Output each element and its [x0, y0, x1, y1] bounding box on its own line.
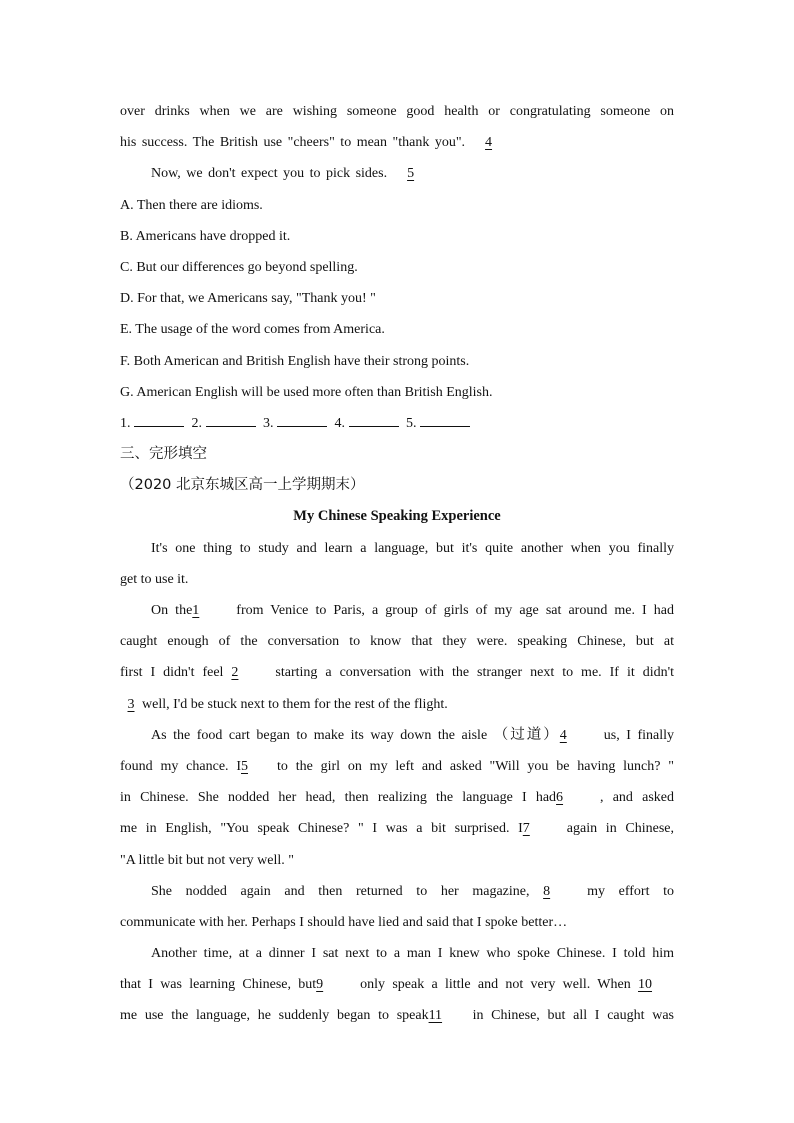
- passage-text: only speak a little and not very well. When: [360, 977, 631, 993]
- passage-text: well, I'd be stuck next to them for the rest of the flight.: [142, 696, 448, 712]
- passage-line: over drinks when we are wishing someone good health or congratulating someone on: [120, 104, 674, 119]
- passage-text: As the food cart began to make its way down the aisle: [151, 727, 488, 743]
- passage-text: Now, we don't expect you to pick sides.: [151, 166, 388, 182]
- answer-line: [134, 414, 184, 427]
- passage-line: [120, 720, 674, 751]
- passage-line: [120, 813, 674, 844]
- answer-number: 5.: [406, 415, 417, 431]
- passage-text: from Venice to Paris, a group of girls of my age sat around me. I had: [236, 603, 674, 618]
- passage-line: [120, 782, 674, 813]
- passage-line: "A little bit but not very well. ": [120, 852, 294, 868]
- answer-number: 1.: [120, 415, 131, 431]
- passage-line: [120, 127, 674, 158]
- passage-line: [120, 876, 674, 907]
- option-a: A. Then there are idioms.: [120, 197, 263, 213]
- passage-line: [120, 657, 674, 688]
- cloze-blank-6: 6: [556, 790, 564, 806]
- passage-line: [120, 969, 674, 1000]
- passage-text: found my chance. I: [120, 758, 241, 774]
- answer-number: 3.: [263, 415, 274, 431]
- passage-text: in Chinese. She nodded her head, then realizing the language I had: [120, 790, 557, 806]
- option-d: D. For that, we Americans say, "Thank you! ": [120, 291, 376, 307]
- option-e: E. The usage of the word comes from America.: [120, 322, 385, 338]
- answer-blank-5: 5: [407, 166, 415, 182]
- passage-text: in Chinese, but all I caught was: [472, 1008, 674, 1024]
- passage-line: It's one thing to study and learn a language, but it's quite another when you finally: [151, 540, 674, 556]
- cloze-blank-5: 5: [241, 758, 248, 774]
- passage-line: get to use it.: [120, 571, 189, 587]
- cloze-blank-10: 10: [638, 977, 653, 993]
- option-g: G. American English will be used more often than British English.: [120, 384, 493, 400]
- cloze-blank-4: 4: [559, 727, 567, 743]
- cloze-blank-11: 11: [428, 1008, 443, 1024]
- document-page: [120, 96, 674, 1032]
- passage-line: communicate with her. Perhaps I should have lied and said that I spoke better…: [120, 914, 568, 930]
- answer-line: [420, 414, 470, 427]
- gloss-text: （过道）: [493, 726, 560, 743]
- passage-line: [120, 158, 674, 189]
- answer-number: 2.: [191, 415, 202, 431]
- passage-text: On the: [151, 603, 193, 618]
- cloze-blank-9: 9: [316, 977, 324, 993]
- option-c: C. But our differences go beyond spelling.: [120, 259, 358, 275]
- answer-number: 4.: [334, 415, 345, 431]
- cloze-blank-7: 7: [522, 821, 530, 837]
- answer-row: [120, 408, 674, 439]
- answer-blank-4: 4: [485, 135, 493, 151]
- passage-text: She nodded again and then returned to her magazine,: [151, 883, 530, 899]
- section-heading: 三、完形填空: [120, 446, 207, 463]
- source-note: （2020 北京东城区高一上学期期末）: [120, 477, 365, 494]
- cloze-blank-1: 1: [192, 603, 200, 618]
- answer-line: [349, 414, 399, 427]
- passage-text: again in Chinese,: [566, 821, 674, 837]
- passage-text: first I didn't feel: [120, 665, 224, 681]
- passage-text: , and asked: [600, 790, 674, 806]
- passage-text: us, I finally: [603, 727, 674, 743]
- option-b: B. Americans have dropped it.: [120, 228, 291, 244]
- passage-line: [120, 689, 674, 720]
- passage-line: [120, 751, 674, 782]
- cloze-blank-8: 8: [543, 883, 551, 899]
- passage-text: my effort to: [587, 883, 674, 899]
- passage-line: caught enough of the conversation to know that they were. speaking Chinese, but at: [120, 634, 674, 650]
- passage-text: to the girl on my left and asked "Will you be having lunch? ": [277, 758, 674, 774]
- passage-text: me use the language, he suddenly began to speak: [120, 1008, 429, 1024]
- passage-text: starting a conversation with the stranger next to me. If it didn't: [275, 665, 674, 681]
- passage-line: [120, 595, 674, 626]
- option-f: F. Both American and British English have their strong points.: [120, 353, 470, 369]
- passage-text: me in English, "You speak Chinese? " I was a bit surprised. I: [120, 821, 523, 837]
- passage-line: [120, 1000, 674, 1031]
- passage-text: his success. The British use "cheers" to mean "thank you".: [120, 135, 466, 151]
- passage-title: My Chinese Speaking Experience: [293, 508, 501, 525]
- answer-line: [277, 414, 327, 427]
- passage-text: that I was learning Chinese, but: [120, 977, 317, 993]
- cloze-blank-3: 3: [127, 696, 135, 712]
- answer-line: [206, 414, 256, 427]
- passage-line: Another time, at a dinner I sat next to a man I knew who spoke Chinese. I told him: [151, 946, 674, 962]
- cloze-blank-2: 2: [231, 665, 239, 681]
